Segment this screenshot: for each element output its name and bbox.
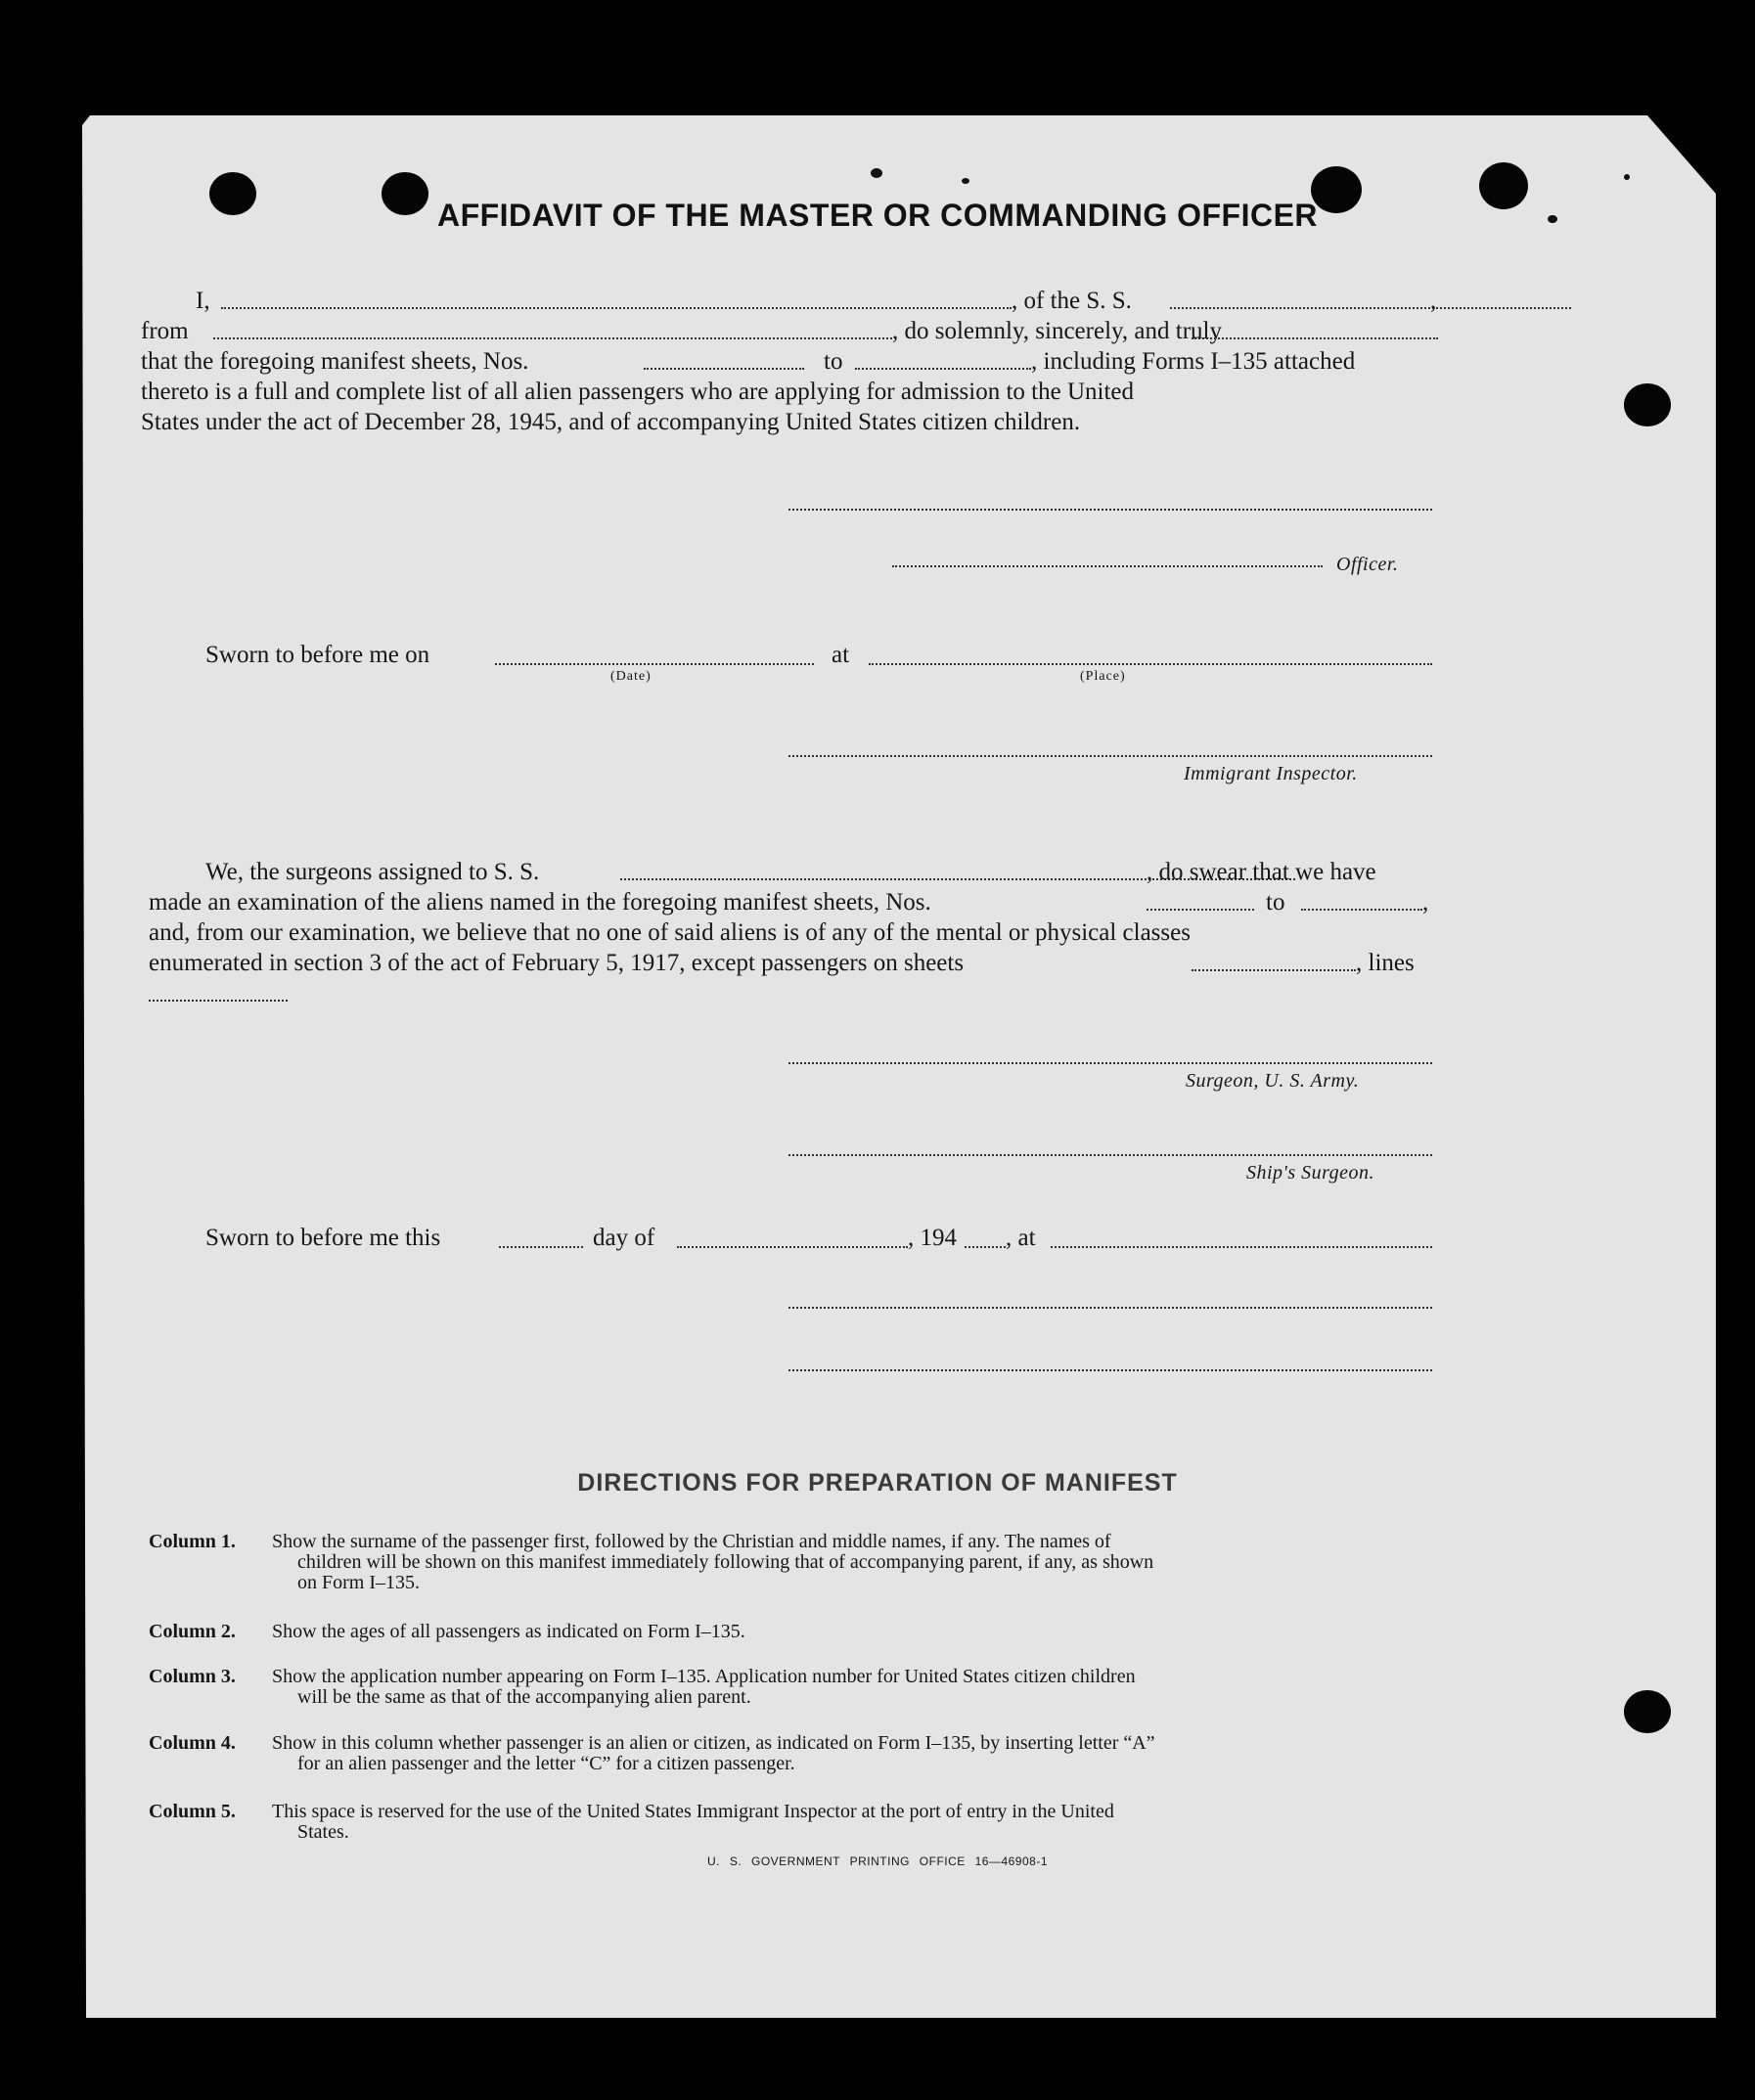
direction-text: Show in this column whether passenger is an alien or citizen, as indicated on Form I–135, by inserting letter “A” [272,1732,1155,1754]
sheet-to-blank[interactable] [855,346,1031,370]
inspector-signature-line[interactable] [788,755,1432,757]
ink-speck [871,168,882,178]
army-surgeon-signature-line[interactable] [788,1062,1432,1064]
direction-text-cont: on Form I–135. [297,1572,420,1593]
sworn-month-blank[interactable] [677,1225,908,1248]
directions-title: DIRECTIONS FOR PREPARATION OF MANIFEST [577,1469,1178,1497]
direction-text-cont: will be the same as that of the accompanying alien parent. [297,1686,751,1708]
name-blank[interactable] [221,286,1012,309]
direction-label: Column 2. [149,1621,236,1642]
direction-text: Show the surname of the passenger first, followed by the Christian and middle names, if any. The names of [272,1531,1111,1552]
master-affidavit-paragraph [141,286,1438,437]
exam-sheet-from-blank[interactable] [1147,887,1254,911]
sworn-on-text: Sworn to before me on [205,642,430,668]
ship-name-blank[interactable] [1170,286,1571,309]
sworn-day-blank[interactable] [499,1225,583,1248]
direction-label: Column 3. [149,1666,236,1687]
text-from: from [141,318,189,344]
sworn-date-blank[interactable] [495,642,814,665]
except-lines-blank[interactable] [149,978,288,1002]
sworn-year-blank[interactable] [965,1225,1006,1248]
officer-signature-line[interactable] [892,565,1323,567]
ships-surgeon-label: Ship's Surgeon. [1246,1162,1375,1184]
text-exam-to: to [1266,889,1285,916]
direction-text-cont: children will be shown on this manifest immediately following that of accompanying parent, if any, as shown [297,1551,1154,1573]
sworn-year-text: , 194 [908,1225,957,1251]
text-section3: enumerated in section 3 of the act of February 5, 1917, except passengers on sheets [149,950,965,976]
text-manifest-nos: that the foregoing manifest sheets, Nos. [141,348,529,375]
direction-text: This space is reserved for the use of the United States Immigrant Inspector at the port of entry in the United [272,1801,1114,1822]
ink-speck [962,178,969,184]
direction-label: Column 4. [149,1732,236,1754]
text-comma: , [1430,288,1437,314]
text-line5: States under the act of December 28, 1945, and of accompanying United States citizen children. [141,409,1081,435]
direction-label: Column 5. [149,1801,236,1822]
surgeon-army-label: Surgeon, U. S. Army. [1186,1070,1360,1092]
punch-hole [1624,1690,1671,1733]
printing-office-footer: U. S. GOVERNMENT PRINTING OFFICE 16—46908-1 [706,1854,1048,1868]
direction-text-cont: States. [297,1821,349,1843]
surgeon-affidavit-paragraph [149,857,1432,1008]
from-port-blank[interactable] [213,316,892,339]
officer-label: Officer. [1336,554,1399,575]
sworn-place-blank[interactable] [869,642,1432,665]
text-line4: thereto is a full and complete list of all alien passengers who are applying for admission to the United [141,379,1135,405]
text-do-swear: , do swear that we have [1147,859,1376,885]
sworn-at2-text: , at [1006,1225,1036,1251]
text-including: , including Forms I–135 attached [1031,348,1356,375]
exam-sheet-to-blank[interactable] [1301,887,1422,911]
date-caption: (Date) [610,669,652,684]
sworn-this-text: Sworn to before me this [205,1225,441,1251]
direction-text-cont: for an alien passenger and the letter “C” for a citizen passenger. [297,1753,795,1774]
text-of-ss: , of the S. S. [1012,288,1132,314]
text-made-examination: made an examination of the aliens named in the foregoing manifest sheets, Nos. [149,889,931,916]
direction-label: Column 1. [149,1531,236,1552]
signature-line[interactable] [788,509,1432,511]
ships-surgeon-signature-line[interactable] [788,1154,1432,1156]
sworn-at-text: at [832,642,850,668]
place-caption: (Place) [1080,669,1126,684]
signature-line-2[interactable] [788,1307,1432,1309]
text-lines: , lines [1356,950,1415,976]
direction-text: Show the application number appearing on Form I–135. Application number for United States citizen children [272,1666,1136,1687]
text-i: I, [196,288,210,314]
text-exam-line3: and, from our examination, we believe that no one of said aliens is of any of the mental or physical classes [149,919,1191,946]
page-title: AFFIDAVIT OF THE MASTER OR COMMANDING OFFICER [436,198,1319,233]
text-to: to [824,348,843,375]
sworn-day-of-text: day of [593,1225,655,1251]
sheet-from-blank[interactable] [644,346,804,370]
except-sheets-blank[interactable] [1192,948,1356,971]
declare-blank[interactable] [1192,316,1438,339]
text-solemnly: , do solemnly, sincerely, and truly [892,318,1222,344]
punch-hole [1624,383,1671,426]
sworn-place2-blank[interactable] [1051,1225,1432,1248]
text-surgeons-assigned: We, the surgeons assigned to S. S. [205,859,540,885]
text-exam-comma: , [1422,889,1429,916]
ink-speck [1624,174,1630,180]
immigrant-inspector-label: Immigrant Inspector. [1184,763,1358,784]
direction-text: Show the ages of all passengers as indicated on Form I–135. [272,1621,745,1642]
signature-line-3[interactable] [788,1369,1432,1371]
